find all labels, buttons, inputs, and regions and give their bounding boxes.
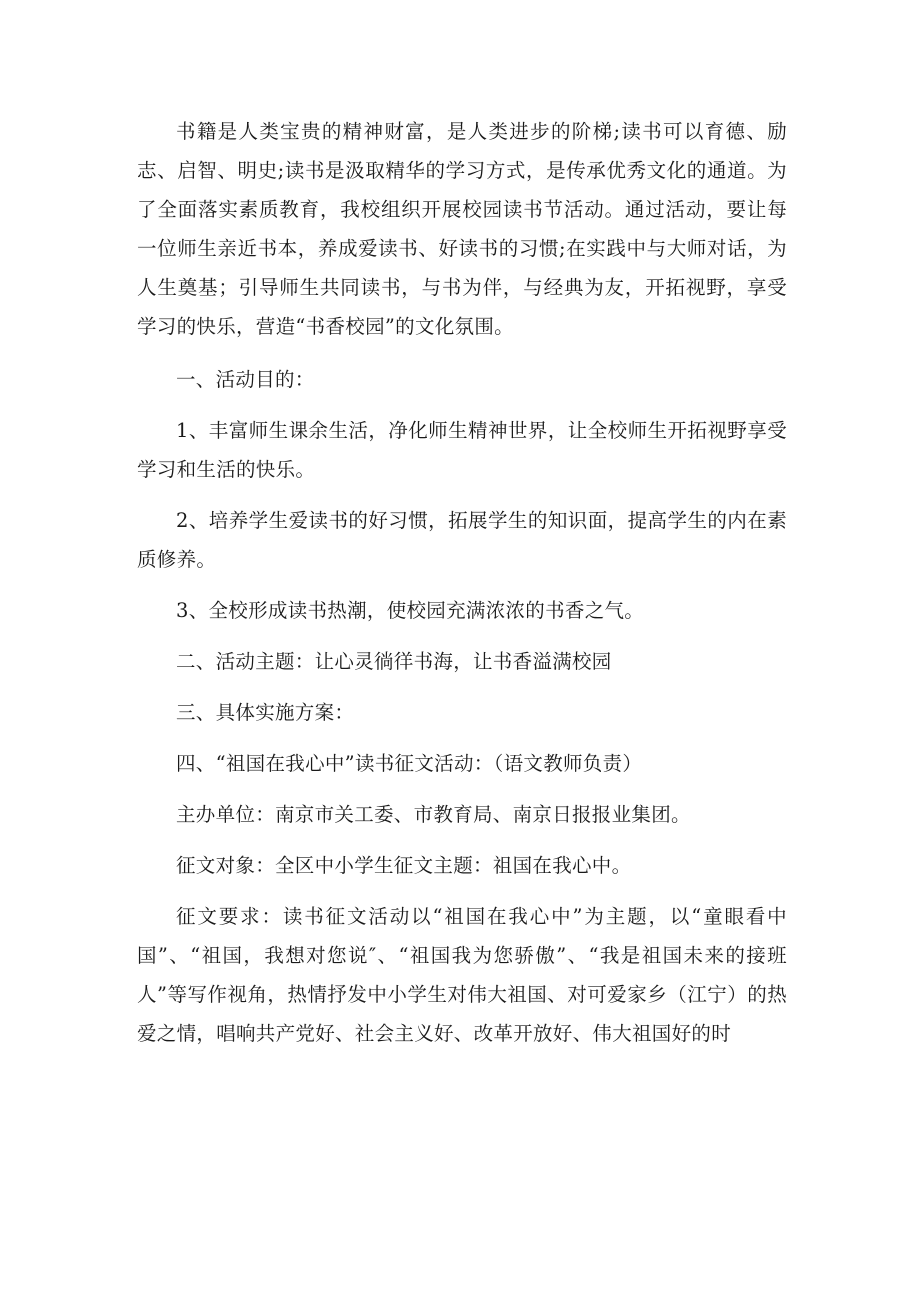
organizer-paragraph: 主办单位：南京市关工委、市教育局、南京日报报业集团。 [176, 803, 691, 826]
intro-paragraph: 书籍是人类宝贵的精神财富，是人类进步的阶梯;读书可以育德、励志、启智、明史;读书是汲取精华的学习方式，是传承优秀文化的通道。为了全面落实素质教育，我校组织开展校园读书节活动。通过活动，要让每一位师生亲近书本，养成爱读书、好读书的习惯;在实践中与大师对话，为人生奠基；引导师生共同读书，与书为伴，与经典为友，开拓视野，享受学习的快乐，营造“书香校园”的文化氛围。 [137, 120, 787, 338]
section-heading-theme: 二、活动主题：让心灵徜徉书海，让书香溢满校园 [176, 650, 612, 673]
purpose-item-2: 2、培养学生爱读书的好习惯，拓展学生的知识面，提高学生的内在素质修养。 [137, 509, 787, 571]
section-heading-essay: 四、“祖国在我心中”读书征文活动：（语文教师负责） [176, 752, 643, 775]
audience-paragraph: 征文对象：全区中小学生征文主题：祖国在我心中。 [176, 854, 632, 877]
section-heading-purpose: 一、活动目的： [176, 368, 315, 391]
document-body [137, 112, 787, 1065]
section-heading-plan: 三、具体实施方案： [176, 701, 355, 724]
purpose-item-3: 3、全校形成读书热潮，使校园充满浓浓的书香之气。 [176, 599, 645, 622]
purpose-item-1: 1、丰富师生课余生活，净化师生精神世界，让全校师生开拓视野享受学习和生活的快乐。 [137, 419, 787, 481]
requirements-paragraph: 征文要求：读书征文活动以“祖国在我心中”为主题，以“童眼看中国”、“祖国，我想对您说″、“祖国我为您骄傲”、“我是祖国未来的接班人”等写作视角，热情抒发中小学生对伟大祖国、对可爱家乡（江宁）的热爱之情，唱响共产党好、社会主义好、改革开放好、伟大祖国好的时 [137, 905, 787, 1045]
